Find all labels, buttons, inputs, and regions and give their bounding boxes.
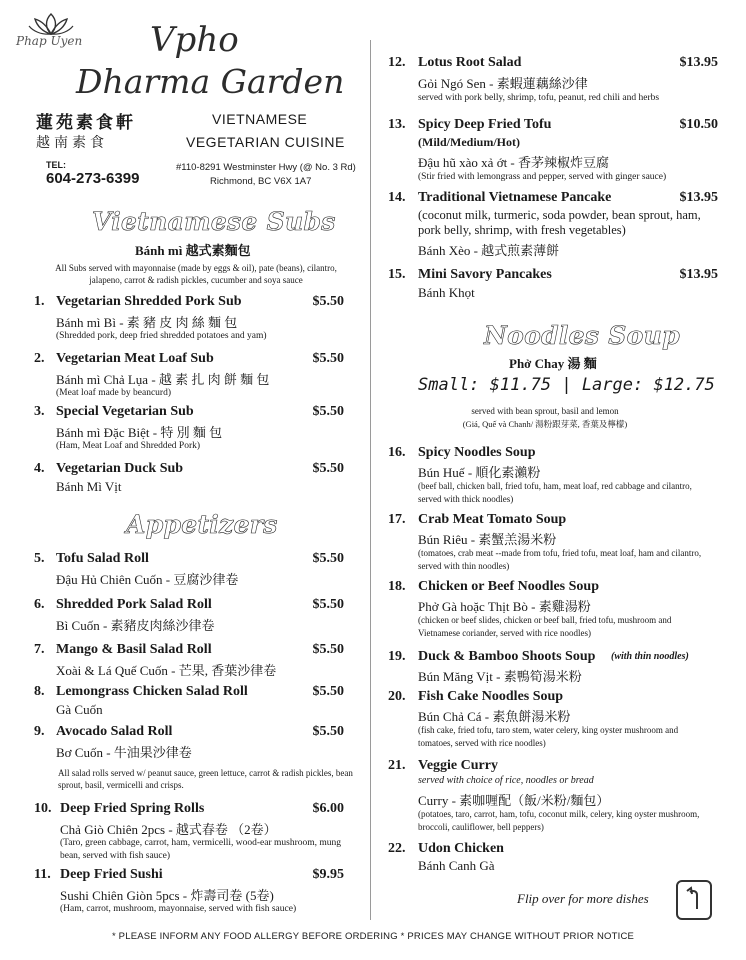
item-number: 10. — [34, 801, 52, 816]
item-number: 11. — [34, 867, 51, 882]
noodles-subtitle: Phở Chay 湯 麵 — [509, 356, 597, 371]
column-divider — [370, 40, 371, 920]
item-viet-name: Bánh mì Bì - 素 豬 皮 肉 絲 麵 包 — [56, 315, 238, 330]
item-name: Spicy Noodles Soup — [418, 445, 536, 460]
restaurant-name-line1: Vpho — [150, 20, 239, 60]
item-viet-name: Đậu Hủ Chiên Cuốn - 豆腐沙律卷 — [56, 572, 239, 587]
price-large: Large: $12.75 — [581, 375, 715, 395]
item-price: $5.50 — [312, 551, 344, 566]
item-number: 20. — [388, 689, 406, 704]
item-description: (coconut milk, turmeric, soda powder, bean sprout, ham, pork belly, shrimp, with fresh vegetables) — [418, 208, 701, 237]
noodles-note1: served with bean sprout, basil and lemon — [471, 406, 619, 416]
item-name: Tofu Salad Roll — [56, 551, 149, 566]
item-name: Traditional Vietnamese Pancake — [418, 190, 612, 205]
item-viet-name: Bún Huế - 順化素瀨粉 — [418, 465, 541, 480]
item-price: $9.95 — [312, 867, 344, 882]
cuisine-line2: VEGETARIAN CUISINE — [186, 134, 345, 150]
item-name: Shredded Pork Salad Roll — [56, 597, 212, 612]
item-viet-name: Gà Cuốn — [56, 702, 103, 717]
item-number: 13. — [388, 117, 406, 132]
item-name: Udon Chicken — [418, 841, 504, 856]
price-separator: | — [561, 375, 572, 395]
item-description: (beef ball, chicken ball, fried tofu, ham, meat loaf, red cabbage and cilantro, served with thick noodles) — [418, 481, 692, 504]
item-price: $5.50 — [312, 351, 344, 366]
item-description: (Ham, carrot, mushroom, mayonnaise, served with fish sauce) — [60, 904, 297, 914]
item-description: (chicken or beef slides, chicken or beef ball, fried tofu, mushroom and Vietnamese coriander, served with rice noodles) — [418, 615, 672, 638]
item-viet-name: Bì Cuốn - 素豬皮肉絲沙律卷 — [56, 618, 215, 633]
item-price: $5.50 — [312, 294, 344, 309]
item-price: $5.50 — [312, 724, 344, 739]
item-number: 21. — [388, 758, 406, 773]
item-number: 2. — [34, 351, 45, 366]
chinese-subtitle: 越南素食 — [36, 135, 108, 151]
item-number: 15. — [388, 267, 406, 282]
item-number: 17. — [388, 512, 406, 527]
item-description: (potatoes, taro, carrot, ham, tofu, coconut milk, celery, king oyster mushroom, broccoli, cauliflower, bell peppers) — [418, 809, 700, 832]
item-number: 8. — [34, 684, 45, 699]
item-number: 16. — [388, 445, 406, 460]
salad-rolls-note: All salad rolls served w/ peanut sauce, green lettuce, carrot & radish pickles, bean sprout, basil, vermicelli and crisps. — [58, 768, 353, 790]
item-number: 1. — [34, 294, 45, 309]
item-name: Mini Savory Pancakes — [418, 267, 552, 282]
item-name: Lemongrass Chicken Salad Roll — [56, 684, 248, 699]
item-price: $13.95 — [679, 267, 718, 282]
address-line2: Richmond, BC V6X 1A7 — [210, 176, 312, 187]
item-viet-name: Bánh Canh Gà — [418, 858, 495, 873]
item-name: Avocado Salad Roll — [56, 724, 173, 739]
item-viet-name: Bánh mì Đặc Biệt - 特 別 麵 包 — [56, 425, 223, 440]
item-viet-name: Bánh Khọt — [418, 285, 475, 300]
item-price: $5.50 — [312, 684, 344, 699]
item-description: (Shredded pork, deep fried shredded potatoes and yam) — [56, 331, 267, 341]
footer-notice: * PLEASE INFORM ANY FOOD ALLERGY BEFORE ORDERING * PRICES MAY CHANGE WITHOUT PRIOR NOTICE — [111, 931, 635, 942]
item-serving-note: served with choice of rice, noodles or bread — [418, 775, 594, 786]
item-name: Vegetarian Meat Loaf Sub — [56, 351, 214, 366]
item-name: Fish Cake Noodles Soup — [418, 689, 564, 704]
item-name: Chicken or Beef Noodles Soup — [418, 579, 599, 594]
price-small: Small: $11.75 — [418, 375, 552, 395]
item-viet-name: Phở Gà hoặc Thịt Bò - 素雞湯粉 — [418, 599, 591, 614]
item-viet-name: Curry - 素咖喱配（飯/米粉/麵包） — [418, 793, 610, 808]
item-description: (Meat loaf made by beancurd) — [56, 388, 172, 398]
item-viet-name: Bánh Xèo - 越式煎素薄餅 — [418, 243, 560, 258]
item-viet-name: Bún Chả Cá - 素魚餅湯米粉 — [418, 709, 571, 724]
item-name: Lotus Root Salad — [418, 55, 522, 70]
item-name: Duck & Bamboo Shoots Soup — [418, 649, 596, 664]
item-description: (Ham, Meat Loaf and Shredded Pork) — [56, 441, 201, 451]
item-note: (with thin noodles) — [611, 651, 689, 662]
item-viet-name: Gỏi Ngó Sen - 素蝦蓮藕絲沙律 — [418, 76, 588, 91]
item-number: 9. — [34, 724, 45, 739]
item-number: 3. — [34, 404, 45, 419]
section-title-noodles: Noodles Soup — [484, 321, 680, 350]
item-name: Crab Meat Tomato Soup — [418, 512, 567, 527]
item-name: Mango & Basil Salad Roll — [56, 642, 212, 657]
item-viet-name: Xoài & Lá Quế Cuốn - 芒果, 香葉沙律卷 — [56, 663, 277, 678]
noodles-note2: (Giá, Quế và Chanh/ 湯粉跟芽菜, 香葉及檸檬) — [462, 419, 628, 429]
item-description: (Stir fried with lemongrass and pepper, served with ginger sauce) — [418, 172, 667, 182]
item-number: 5. — [34, 551, 45, 566]
item-viet-name: Bánh Mì Vịt — [56, 479, 122, 494]
item-viet-name: Sushi Chiên Giòn 5pcs - 炸壽司卷 (5卷) — [60, 888, 274, 903]
item-name: Special Vegetarian Sub — [56, 404, 194, 419]
item-description: (fish cake, fried tofu, taro stem, water celery, king oyster mushroom and tomatoes, served with rice noodles) — [418, 725, 679, 748]
item-price: $5.50 — [312, 597, 344, 612]
address-line1: #110-8291 Westminster Hwy (@ No. 3 Rd) — [176, 162, 356, 173]
subs-subtitle: Bánh mì 越式素麵包 — [135, 243, 251, 258]
item-name: Veggie Curry — [418, 758, 498, 773]
item-number: 22. — [388, 841, 406, 856]
item-number: 19. — [388, 649, 406, 664]
item-number: 12. — [388, 55, 406, 70]
restaurant-name-line2: Dharma Garden — [76, 62, 345, 101]
item-name: Vegetarian Shredded Pork Sub — [56, 294, 242, 309]
item-number: 6. — [34, 597, 45, 612]
item-price: $5.50 — [312, 642, 344, 657]
item-viet-name: Đậu hũ xào xả ớt - 香茅辣椒炸豆腐 — [418, 155, 610, 170]
item-viet-name: Bún Riêu - 素蟹羔湯米粉 — [418, 532, 557, 547]
tel-label: TEL: — [46, 160, 66, 170]
item-price: $5.50 — [312, 404, 344, 419]
item-description: served with pork belly, shrimp, tofu, peanut, red chili and herbs — [418, 93, 660, 103]
item-number: 14. — [388, 190, 406, 205]
section-title-subs: Vietnamese Subs — [92, 207, 336, 236]
chinese-name: 蓮苑素食軒 — [36, 113, 136, 133]
item-name: Vegetarian Duck Sub — [56, 461, 184, 476]
cuisine-line1: VIETNAMESE — [212, 111, 308, 127]
item-viet-name: Bún Măng Vịt - 素鴨筍湯米粉 — [418, 669, 582, 684]
subs-note: All Subs served with mayonnaise (made by eggs & oil), pate (beans), cilantro, jalapeno, carrot & radish pickles, cucumber and soya sauce — [55, 263, 337, 285]
item-name: Spicy Deep Fried Tofu — [418, 117, 552, 132]
flip-page-icon[interactable] — [676, 880, 712, 920]
item-viet-name: Bơ Cuốn - 牛油果沙律卷 — [56, 745, 192, 760]
item-number: 7. — [34, 642, 45, 657]
item-viet-name: Chả Giò Chiên 2pcs - 越式春卷 （2卷） — [60, 822, 277, 837]
item-price: $13.95 — [679, 55, 718, 70]
item-price: $10.50 — [679, 117, 718, 132]
item-number: 4. — [34, 461, 45, 476]
telephone[interactable]: 604-273-6399 — [46, 170, 140, 187]
item-spice-level: (Mild/Medium/Hot) — [418, 135, 520, 149]
item-name: Deep Fried Sushi — [60, 867, 163, 882]
item-name: Deep Fried Spring Rolls — [60, 801, 205, 816]
flip-note: Flip over for more dishes — [517, 891, 649, 906]
item-price: $13.95 — [679, 190, 718, 205]
item-price: $6.00 — [312, 801, 344, 816]
item-viet-name: Bánh mì Chả Lụa - 越 素 扎 肉 餅 麵 包 — [56, 372, 270, 387]
brand-script: Phap Uyen — [16, 34, 83, 48]
noodles-prices — [418, 375, 715, 395]
item-description: (Taro, green cabbage, carrot, ham, vermicelli, wood-ear mushroom, mung bean, served with fish sauce) — [60, 838, 342, 861]
section-title-appetizers: Appetizers — [126, 510, 278, 539]
item-price: $5.50 — [312, 461, 344, 476]
item-number: 18. — [388, 579, 406, 594]
item-description: (tomatoes, crab meat --made from tofu, fried tofu, meat loaf, ham and cilantro, served with thin noodles) — [418, 548, 702, 571]
